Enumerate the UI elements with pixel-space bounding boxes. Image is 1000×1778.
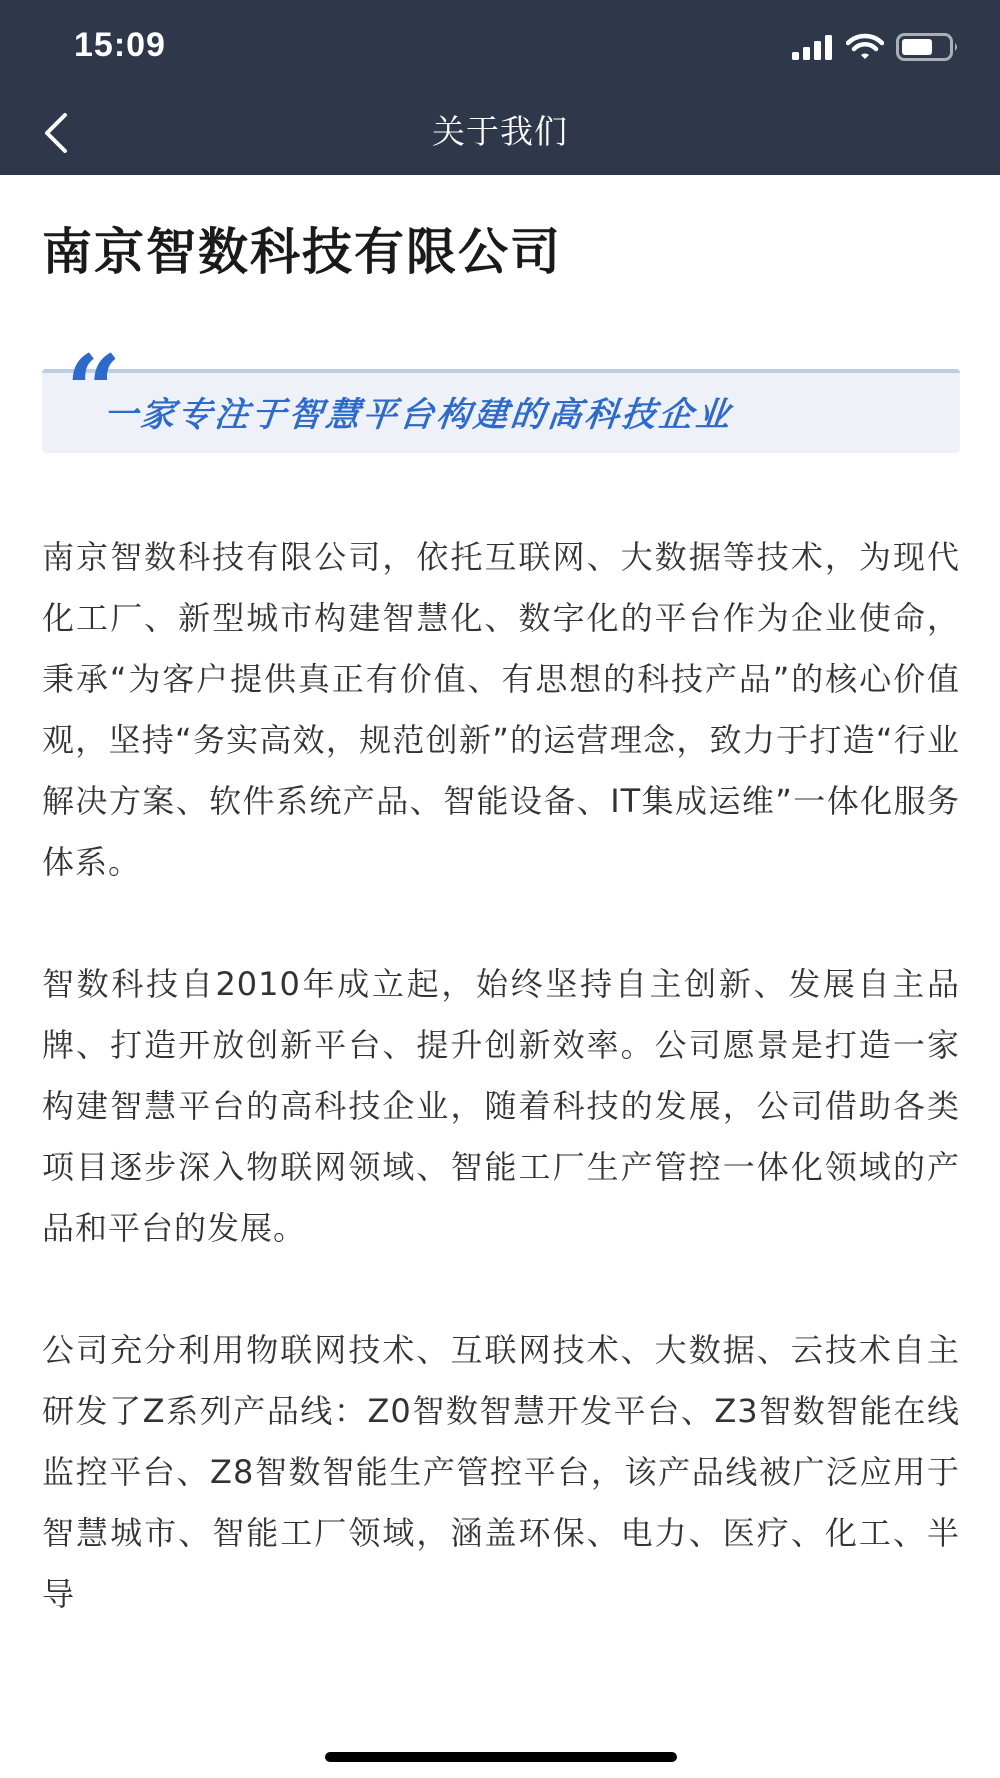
about-content [42, 175, 960, 1625]
page-title: 关于我们 [432, 112, 568, 151]
signal-icon [792, 34, 834, 64]
wifi-icon [846, 33, 884, 65]
home-indicator[interactable] [325, 1752, 677, 1762]
status-time: 15:09 [74, 26, 166, 64]
status-icons [792, 32, 960, 66]
app-header [0, 0, 1000, 175]
company-name: 南京智数科技有限公司 [42, 223, 562, 281]
battery-icon [896, 33, 960, 65]
history-paragraph: 智数科技自2010年成立起，始终坚持自主创新、发展自主品牌、打造开放创新平台、提升创新效率。公司愿景是打造一家构建智慧平台的高科技企业，随着科技的发展，公司借助各类项目逐步深入物联网领域、智能工厂生产管控一体化领域的产品和平台的发展。 [42, 965, 960, 1247]
quote-icon: “ [66, 343, 116, 401]
products-paragraph: 公司充分利用物联网技术、互联网技术、大数据、云技术自主研发了Z系列产品线：Z0智数智慧开发平台、Z3智数智能在线监控平台、Z8智数智能生产管控平台，该产品线被广泛应用于智慧城市、智能工厂领域，涵盖环保、电力、医疗、化工、半导 [42, 1331, 960, 1613]
intro-paragraph: 南京智数科技有限公司，依托互联网、大数据等技术，为现代化工厂、新型城市构建智慧化、数字化的平台作为企业使命，秉承“为客户提供真正有价值、有思想的科技产品”的核心价值观，坚持“务实高效，规范创新”的运营理念，致力于打造“行业解决方案、软件系统产品、智能设备、IT集成运维”一体化服务体系。 [42, 538, 960, 881]
slogan-text: 一家专注于智慧平台构建的高科技企业 [101, 395, 735, 435]
slogan-banner [42, 343, 960, 453]
